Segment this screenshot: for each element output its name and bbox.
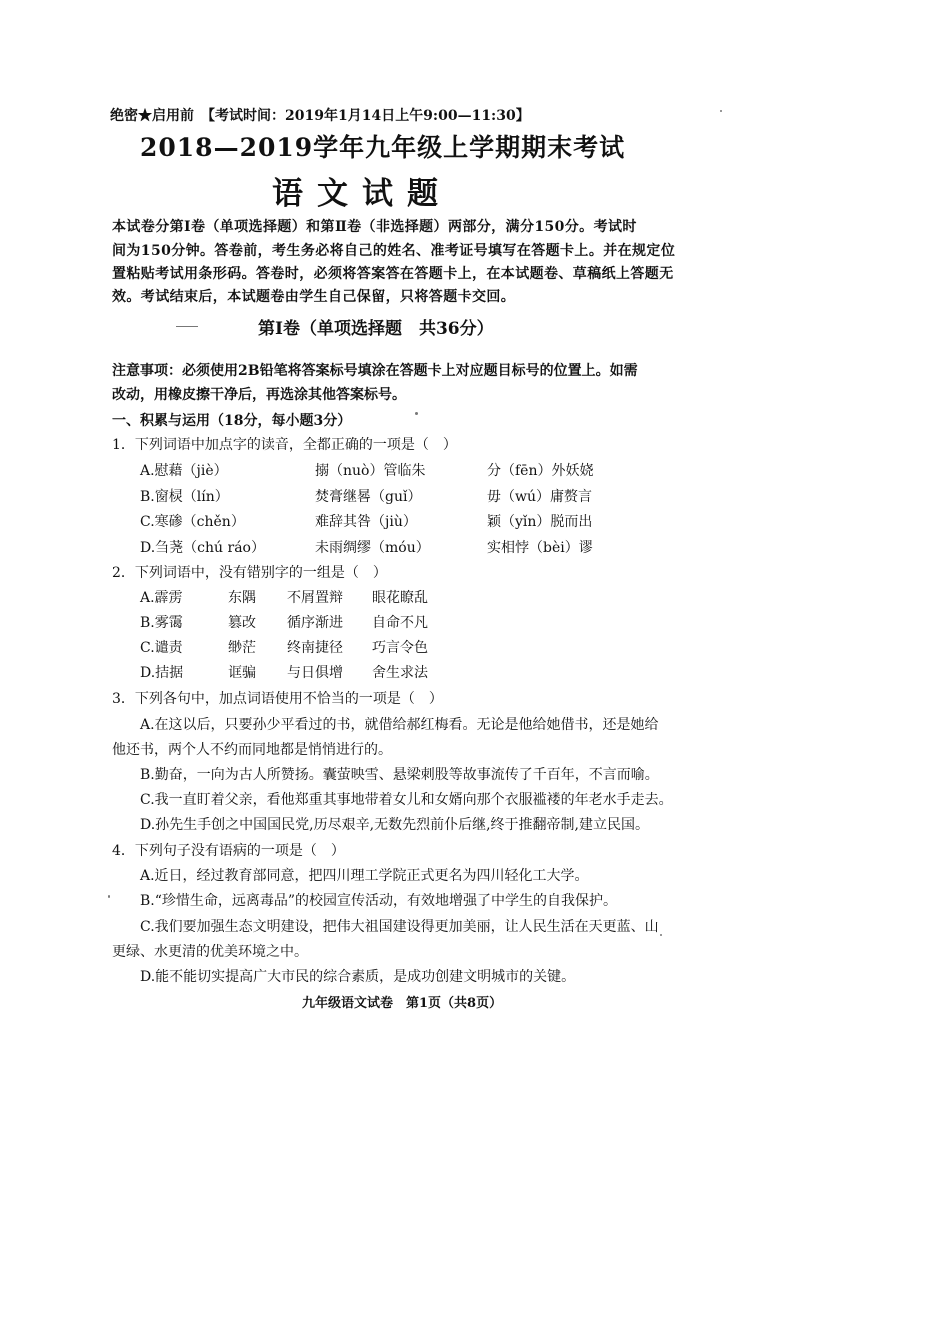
subject-title: 语文试题 — [272, 176, 452, 212]
notice-line: 注意事项：必须使用2B铅笔将答案标号填涂在答题卡上对应题目标号的位置上。如需 — [112, 363, 638, 379]
option-cell: 循序渐进 — [287, 615, 343, 631]
option-cell: 实相悖（bèi）谬 — [487, 540, 593, 556]
option-cell: 缈茫 — [228, 640, 256, 656]
option-cell: 巧言令色 — [372, 640, 428, 656]
option-cell: 东隅 — [228, 590, 256, 606]
option-cell: 难辞其咎（jiù） — [315, 514, 417, 530]
option-cell: 不屑置辩 — [287, 590, 343, 606]
option-line: B.勤奋，一向为古人所赞扬。囊萤映雪、悬梁刺股等故事流传了千百年，不言而喻。 — [140, 767, 659, 783]
scan-speck — [720, 110, 722, 112]
option-cell: A.慰藉（jiè） — [140, 463, 228, 479]
option-cell: B.雾霭 — [140, 615, 183, 631]
option-cell: 诓骗 — [228, 665, 256, 681]
option-cell: D.拮据 — [140, 665, 184, 681]
option-line: A.近日，经过教育部同意，把四川理工学院正式更名为四川轻化工大学。 — [140, 868, 589, 884]
scan-speck — [660, 934, 662, 936]
option-line: D.能不能切实提高广大市民的综合素质，是成功创建文明城市的关键。 — [140, 969, 576, 985]
option-cell: 眼花瞭乱 — [372, 590, 428, 606]
part-heading: 一、积累与运用（18分，每小题3分） — [112, 413, 352, 429]
option-cell: 颖（yǐn）脱而出 — [487, 514, 593, 530]
scan-speck — [176, 326, 198, 327]
intro-line: 本试卷分第Ⅰ卷（单项选择题）和第Ⅱ卷（非选择题）两部分，满分150分。考试时 — [112, 219, 637, 235]
option-cell: 自命不凡 — [372, 615, 428, 631]
question-stem: 1．下列词语中加点字的读音，全都正确的一项是（ ） — [112, 437, 457, 453]
option-line: C.我们要加强生态文明建设，把伟大祖国建设得更加美丽，让人民生活在天更蓝、山 — [140, 919, 659, 935]
option-cell: 毋（wú）庸赘言 — [487, 489, 592, 505]
option-cell: 与日俱增 — [287, 665, 343, 681]
page-footer: 九年级语文试卷 第1页（共8页） — [302, 996, 503, 1011]
exam-title: 2018—2019学年九年级上学期期末考试 — [140, 133, 626, 162]
option-cell: 焚膏继晷（guǐ） — [315, 489, 422, 505]
option-cell: 未雨绸缪（móu） — [315, 540, 430, 556]
option-line: 他还书，两个人不约而同地都是悄悄进行的。 — [112, 742, 392, 758]
option-cell: 舍生求法 — [372, 665, 428, 681]
confidential-header: 绝密★启用前 【考试时间：2019年1月14日上午9:00—11:30】 — [110, 108, 530, 124]
question-stem: 2．下列词语中，没有错别字的一组是（ ） — [112, 565, 387, 581]
option-cell: A.霹雳 — [140, 590, 183, 606]
scan-speck — [415, 412, 418, 415]
option-cell: D.刍荛（chú ráo） — [140, 540, 265, 556]
question-stem: 3．下列各句中，加点词语使用不恰当的一项是（ ） — [112, 691, 443, 707]
question-stem: 4．下列句子没有语病的一项是（ ） — [112, 843, 345, 859]
option-line: 更绿、水更清的优美环境之中。 — [112, 944, 308, 960]
option-cell: C.寒碜（chěn） — [140, 514, 245, 530]
intro-line: 置粘贴考试用条形码。答卷时，必须将答案答在答题卡上，在本试题卷、草稿纸上答题无 — [112, 266, 674, 282]
option-cell: 终南捷径 — [287, 640, 343, 656]
intro-line: 效。考试结束后，本试题卷由学生自己保留，只将答题卡交回。 — [112, 289, 516, 305]
notice-line: 改动，用橡皮擦干净后，再选涂其他答案标号。 — [112, 387, 406, 403]
option-line: B.“珍惜生命，远离毒品”的校园宣传活动，有效地增强了中学生的自我保护。 — [140, 893, 618, 909]
option-line: D.孙先生手创之中国国民党,历尽艰辛,无数先烈前仆后继,终于推翻帝制,建立民国。 — [140, 817, 649, 833]
option-cell: 分（fēn）外妖娆 — [487, 463, 594, 479]
option-cell: C.谴责 — [140, 640, 183, 656]
option-line: C.我一直盯着父亲，看他郑重其事地带着女儿和女婿向那个衣服褴褛的年老水手走去。 — [140, 792, 673, 808]
intro-line: 间为150分钟。答卷前，考生务必将自己的姓名、准考证号填写在答题卡上。并在规定位 — [112, 243, 676, 259]
option-cell: 搦（nuò）管临朱 — [315, 463, 426, 479]
option-cell: 篡改 — [228, 615, 256, 631]
scan-speck — [108, 895, 110, 898]
section-heading: 第Ⅰ卷（单项选择题 共36分） — [258, 319, 494, 339]
option-cell: B.窗棂（lín） — [140, 489, 229, 505]
option-line: A.在这以后，只要孙少平看过的书，就借给郝红梅看。无论是他给她借书，还是她给 — [140, 717, 659, 733]
